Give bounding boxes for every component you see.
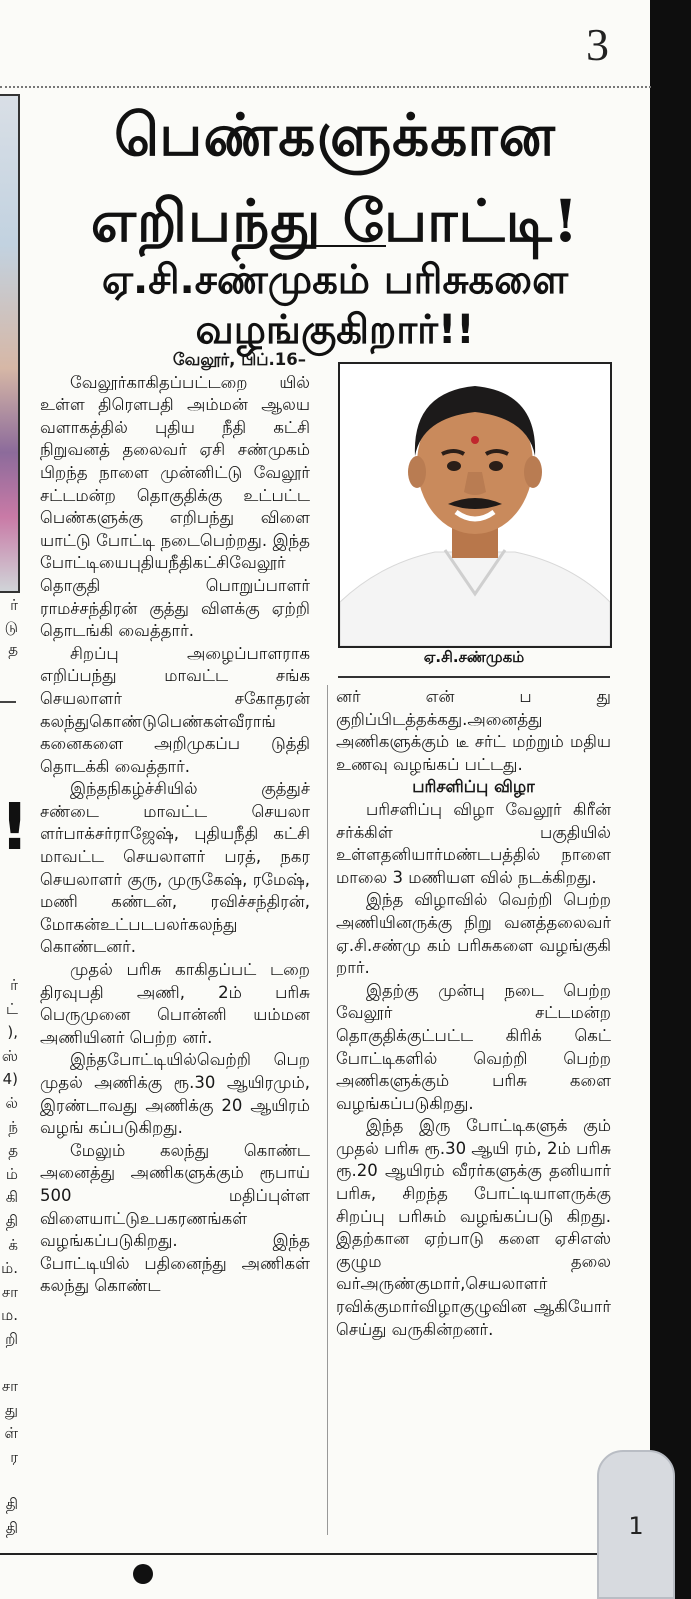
headline-line-1: பெண்களுக்கான [114,101,556,169]
paragraph: னர் என் ப து குறிப்பிடத்தக்கது.அனைத்து அணிகளுக்கும் டீ சர்ட் மற்றும் மதிய உணவு வழங்கப் பட்டது. [336,687,611,774]
adjacent-text-fragment-line: ட் [6,999,18,1018]
paragraph: இந்தபோட்டியில்வெற்றி பெற முதல் அணிக்கு ரூ.30 ஆயிரமும், இரண்டாவது அணிக்கு 20 ஆயிரம் வழங் கப்படுகிறது. [40,1050,310,1138]
adjacent-text-fragment-line: கி [5,1188,18,1207]
headline-line-2: எறிபந்து போட்டி! [90,187,580,255]
adjacent-text-fragment-line: ல் [5,1093,18,1112]
adjacent-text-fragment-line: ள் [4,1424,18,1443]
adjacent-text-fragment-line [0,1352,18,1376]
headline-underline [288,245,386,247]
adjacent-article-photo-edge [0,94,20,593]
dateline: வேலூர், பிப்.16– [172,350,306,369]
paragraph: வேலூர்காகிதப்பட்டறை யில் உள்ள திரௌபதி அம்மன் ஆலய வளாகத்தில் புதிய நீதி கட்சி நிறுவனத் தலைவர் ஏசி சண்முகம் பிறந்த நாளை முன்னிட்டு வேலூர் சட்டமன்ற தொகுதிக்கு உட்பட்ட பெண்களுக்கு எறிபந்து விளை யாட்டு போட்டி நடைபெற்றது. இந்த போட்டியைபுதியநீதிகட்சிவேலூர் தொகுதி பொறுப்பாளர் ராமச்சந்திரன் குத்து விளக்கு ஏற்றி தொடங்கி வைத்தார். [40,372,310,641]
adjacent-text-fragment-line: ம் [5,1164,18,1183]
adjacent-text-fragment: ர் டு த [4,596,18,658]
adjacent-text-fragment-line: தி [5,1211,18,1230]
adjacent-text-fragment-line: றி [5,1329,18,1348]
adjacent-text-fragment-line: ந் [8,1117,18,1136]
paragraph: சிறப்பு அழைப்பாளராக எறிப்பந்து மாவட்ட சங்க செயலாளர் சகோதரன் கலந்துகொண்டுபெண்கள்வீராங் கனைகளை அறிமுகப்ப டுத்தி தொடக்கி வைத்தார். [40,643,310,776]
adjacent-text-fragment-line: சா [1,1282,18,1301]
paragraph: இந்த இரு போட்டிகளுக் கும் முதல் பரிசு ரூ.30 ஆயி ரம், 2ம் பரிசு ரூ.20 ஆயிரம் வீரர்களுக்கு தனியார் பரிசு, சிறந்த போட்டியாளருக்கு சிறப்பு பரிசும் வழங்கப்படு கிறது. இதற்கான ஏற்பாடு களை ஏசிஎஸ் குழும தலை வர்அருண்குமார்,செயலாளர் ரவிக்குமார்விழாகுழுவின ஆகியோர் செய்து வருகின்றனர். [336,1116,611,1339]
photo-caption: ஏ.சி.சண்முகம் [423,648,525,666]
adjacent-text-fragment-line: ம. [1,1306,18,1325]
adjacent-text-fragment [0,974,18,1540]
paragraph: முதல் பரிசு காகிதப்பட் டறை திரவுபதி அணி, 2ம் பரிசு பெருமுனை பொன்னி யம்மன அணியினர் பெற்ற னர். [40,960,310,1047]
headline [22,92,648,264]
paragraph: இதற்கு முன்பு நடை பெற்ற வேலூர் சட்டமன்ற தொகுதிக்குட்பட்ட கிரிக் கெட் போட்டிகளில் வெற்றி பெற்ற அணிகளுக்கும் பரிசு களை வழங்கப்படுகிறது. [336,980,611,1113]
article-column-2 [336,686,611,1341]
adjacent-text-fragment-line: த [8,1141,18,1160]
page-indicator-number: 1 [628,1512,644,1540]
paragraph: இந்த விழாவில் வெற்றி பெற்ற அணியினருக்கு நிறு வனத்தலைவர் ஏ.சி.சண்மு கம் பரிசுகளை வழங்குகி றார். [336,890,611,978]
adjacent-text-fragment-line: ம். [1,1259,18,1278]
next-article-mark [133,1564,153,1584]
adjacent-text-fragment-line: ஸ் [1,1046,18,1065]
adjacent-text-fragment-line: 4) [2,1070,18,1089]
adjacent-headline-exclaim: ! [0,791,30,865]
paragraph: மேலும் கலந்து கொண்ட அனைத்து அணிகளுக்கும் ரூபாய் 500 மதிப்புள்ள விளையாட்டுஉபகரணங்கள் வழங்கப்படுகிறது. இந்த போட்டியில் பதினைந்து அணிகள் கலந்து கொண்ட [40,1140,310,1296]
adjacent-divider [0,701,16,703]
subheadline-line-2: வழங்குகிறார்!! [195,307,475,353]
top-dotted-rule [0,86,651,88]
portrait-illustration [340,364,610,646]
adjacent-text-fragment-line: ர் [10,976,18,994]
adjacent-text-fragment-line: தி [5,1518,18,1537]
column-divider [327,685,328,1535]
adjacent-text-fragment-line: சா [1,1377,18,1396]
page-number: 3 [586,19,609,70]
article-column-1 [40,349,310,1298]
subheadline-line-1: ஏ.சி.சண்முகம் பரிசுகளை [101,257,569,303]
adjacent-text-fragment-line: ர [10,1447,18,1466]
adjacent-text-fragment-line: ), [7,1023,18,1042]
adjacent-text-fragment-line [0,1469,18,1493]
adjacent-text-fragment-line: க் [8,1235,18,1254]
section-subhead: பரிசளிப்பு விழா [412,777,535,797]
bottom-rule [0,1553,651,1555]
adjacent-text-fragment-line: தி [5,1495,18,1514]
portrait-photo [338,362,612,648]
right-edge-bar [650,0,691,1599]
caption-rule [338,676,610,678]
adjacent-text-fragment-line: து [4,1400,18,1419]
paragraph: பரிசளிப்பு விழா வேலூர் கிரீன் சர்க்கிள் பகுதியில் உள்ளதனியார்மண்டபத்தில் நாளை மாலை 3 மணியள வில் நடக்கிறது. [336,799,611,887]
paragraph: இந்தநிகழ்ச்சியில் குத்துச் சண்டை மாவட்ட செயலா ளர்பாக்சர்ராஜேஷ், புதியநீதி கட்சி மாவட்ட செயலாளர் பரத், நகர செயலாளர் குரு, முருகேஷ், ரமேஷ், மணி கண்டன், ரவிச்சந்திரன், மோகன்உட்படபலர்கலந்து கொண்டனர். [40,779,310,957]
